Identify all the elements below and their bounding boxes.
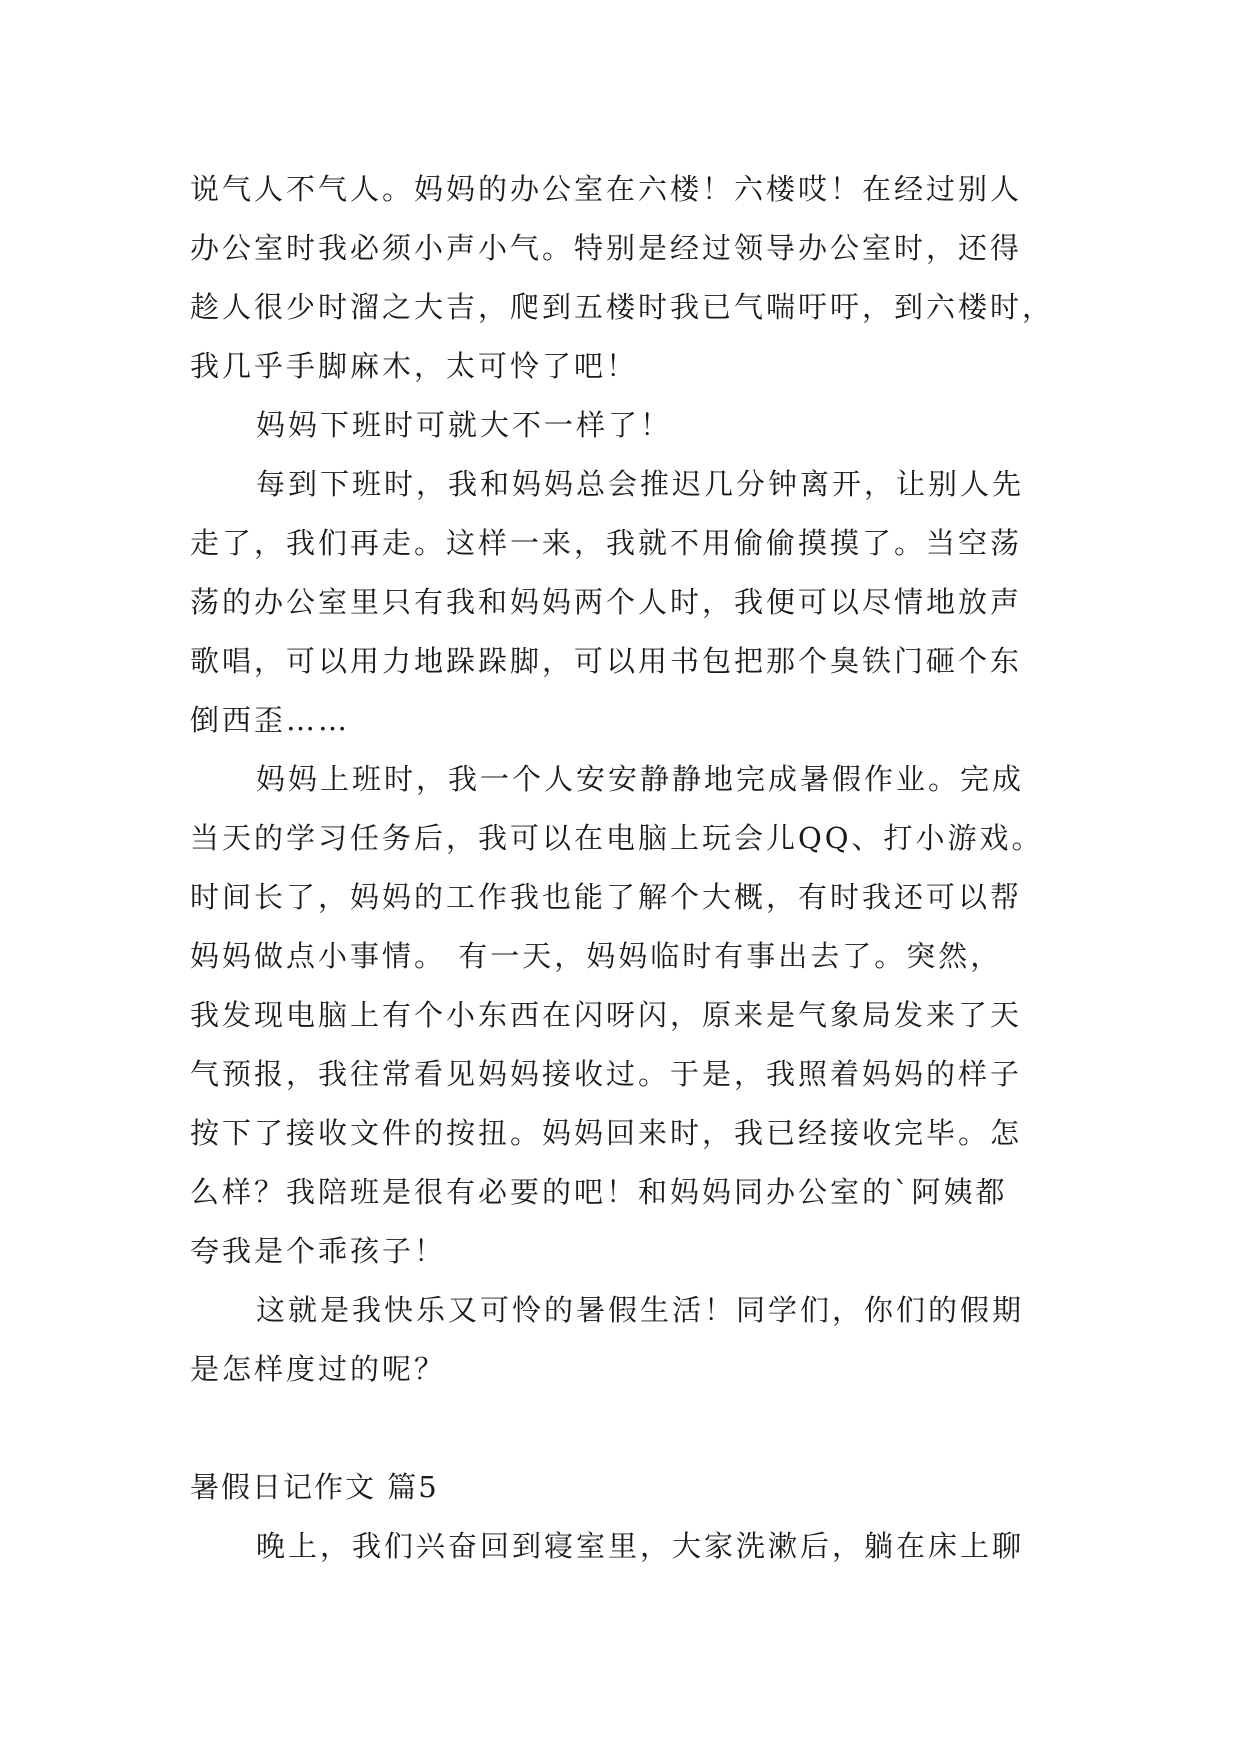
- text-line: 走了，我们再走。这样一来，我就不用偷偷摸摸了。当空荡: [190, 526, 1023, 560]
- text-line: 是怎样度过的呢？: [190, 1352, 447, 1386]
- text-line: 按下了接收文件的按扭。妈妈回来时，我已经接收完毕。怎: [190, 1116, 1023, 1150]
- paragraph: [190, 1517, 1070, 1576]
- text-line: 晚上，我们兴奋回到寝室里，大家洗漱后，躺在床上聊: [256, 1529, 1025, 1563]
- text-line: 说气人不气人。妈妈的办公室在六楼！六楼哎！在经过别人: [190, 172, 1023, 206]
- section-spacer: [190, 1399, 1070, 1458]
- text-line: 妈妈做点小事情。 有一天，妈妈临时有事出去了。突然，: [190, 939, 1003, 973]
- text-line: 妈妈上班时，我一个人安安静静地完成暑假作业。完成: [256, 762, 1025, 796]
- text-line: 这就是我快乐又可怜的暑假生活！同学们，你们的假期: [256, 1293, 1025, 1327]
- text-line: 妈妈下班时可就大不一样了！: [256, 408, 673, 442]
- paragraph: [190, 750, 1070, 1281]
- text-line: 办公室时我必须小声小气。特别是经过领导办公室时，还得: [190, 231, 1023, 265]
- paragraph: [190, 160, 1070, 396]
- text-line: 时间长了，妈妈的工作我也能了解个大概，有时我还可以帮: [190, 880, 1023, 914]
- article-body: [190, 160, 1070, 1576]
- text-line: 趁人很少时溜之大吉，爬到五楼时我已气喘吁吁，到六楼时，: [190, 290, 1055, 324]
- text-line: 歌唱，可以用力地跺跺脚，可以用书包把那个臭铁门砸个东: [190, 644, 1023, 678]
- text-line: 我几乎手脚麻木，太可怜了吧！: [190, 349, 639, 383]
- section-heading: 暑假日记作文 篇5: [190, 1470, 439, 1504]
- text-line: 么样？我陪班是很有必要的吧！和妈妈同办公室的`阿姨都: [190, 1175, 1008, 1209]
- text-line: 气预报，我往常看见妈妈接收过。于是，我照着妈妈的样子: [190, 1057, 1023, 1091]
- text-line: 我发现电脑上有个小东西在闪呀闪，原来是气象局发来了天: [190, 998, 1023, 1032]
- text-line: 倒西歪……: [190, 703, 351, 737]
- paragraph: [190, 455, 1070, 750]
- text-line: 荡的办公室里只有我和妈妈两个人时，我便可以尽情地放声: [190, 585, 1023, 619]
- paragraph: [190, 396, 1070, 455]
- paragraph: [190, 1281, 1070, 1399]
- text-line: 当天的学习任务后，我可以在电脑上玩会儿QQ、打小游戏。: [190, 821, 1044, 855]
- text-line: 每到下班时，我和妈妈总会推迟几分钟离开，让别人先: [256, 467, 1025, 501]
- text-line: 夸我是个乖孩子！: [190, 1234, 447, 1268]
